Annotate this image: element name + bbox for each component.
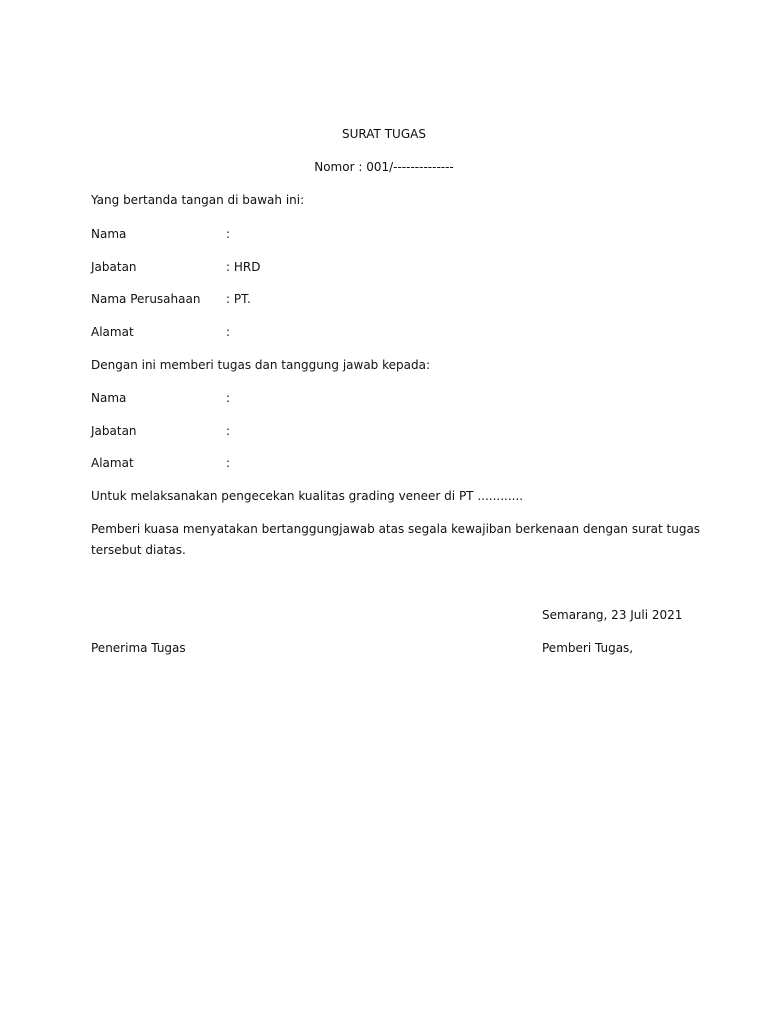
assignee-address-label: Alamat xyxy=(91,456,134,470)
assignee-position-value: : xyxy=(226,424,231,438)
task-text: Untuk melaksanakan pengecekan kualitas grading veneer di PT ............ xyxy=(91,489,524,503)
issuer-position-value: : HRD xyxy=(226,260,261,274)
assignee-name-label: Nama xyxy=(91,391,127,405)
intro-text: Yang bertanda tangan di bawah ini: xyxy=(91,193,305,207)
assignee-name-value: : xyxy=(226,391,231,405)
issuer-company-value: : PT. xyxy=(226,292,251,306)
issuer-company-label: Nama Perusahaan xyxy=(91,292,201,306)
issuer-name-label: Nama xyxy=(91,227,127,241)
statement-line-2: tersebut diatas. xyxy=(91,543,186,557)
issuer-name-value: : xyxy=(226,227,231,241)
issuer-address-label: Alamat xyxy=(91,325,134,339)
assignee-position-label: Jabatan xyxy=(91,424,137,438)
document-number: Nomor : 001/-------------- xyxy=(314,160,454,174)
document-title: SURAT TUGAS xyxy=(342,127,426,141)
assignee-address-value: : xyxy=(226,456,231,470)
place-date: Semarang, 23 Juli 2021 xyxy=(542,608,683,622)
issuer-address-value: : xyxy=(226,325,231,339)
recipient-signature-label: Penerima Tugas xyxy=(91,641,186,655)
assign-intro-text: Dengan ini memberi tugas dan tanggung jawab kepada: xyxy=(91,358,431,372)
issuer-position-label: Jabatan xyxy=(91,260,137,274)
giver-signature-label: Pemberi Tugas, xyxy=(542,641,634,655)
statement-line-1: Pemberi kuasa menyatakan bertanggungjawab atas segala kewajiban berkenaan dengan surat tugas xyxy=(91,522,701,536)
